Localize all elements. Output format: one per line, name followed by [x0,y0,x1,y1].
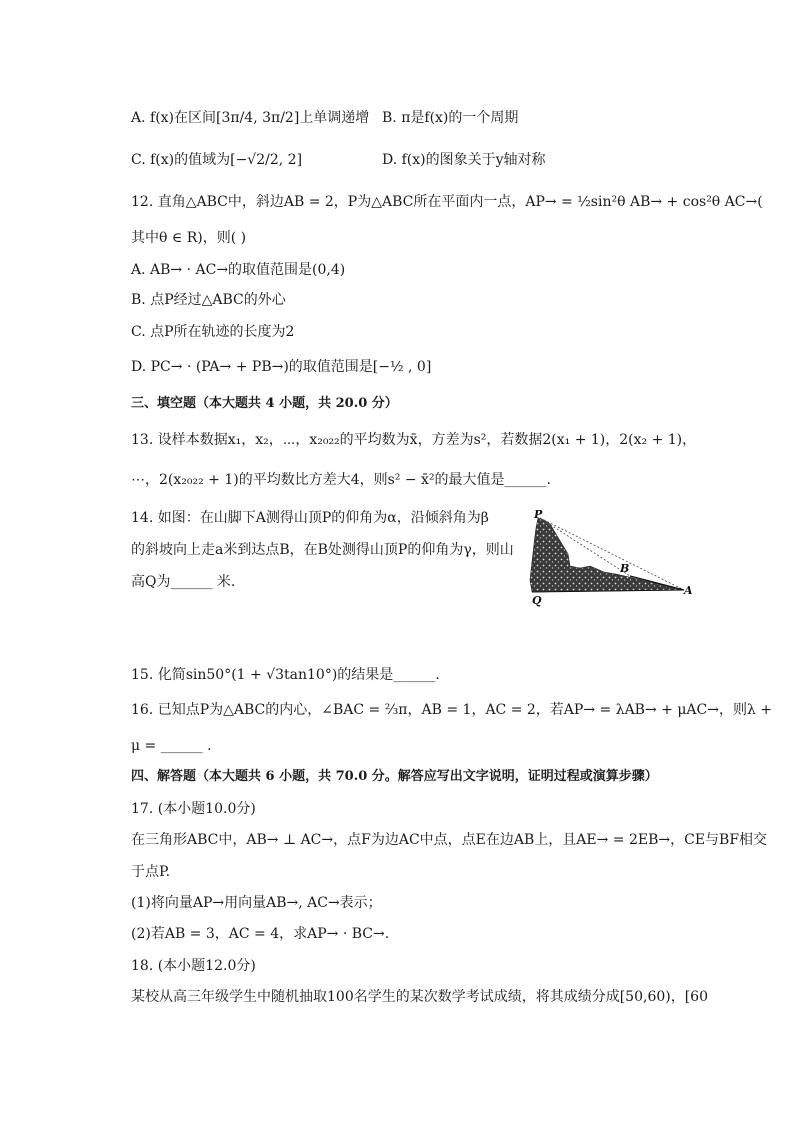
question-18-line1: 某校从高三年级学生中随机抽取100名学生的某次数学考试成绩，将其成绩分成[50,60)，[60 [131,989,708,1005]
option-12c: C. 点P所在轨迹的长度为2 [131,324,295,340]
question-17-header: 17. (本小题10.0分) [131,801,256,817]
question-16-line1: 16. 已知点P为△ABC的内心，∠BAC = ⅔π，AB = 1，AC = 2，若AP→ = λAB→ + μAC→，则λ + [131,702,773,718]
section-3-heading: 三、填空题（本大题共 4 小题，共 20.0 分） [131,396,398,411]
question-17-part2: (2)若AB = 3，AC = 4，求AP→ · BC→. [131,926,390,942]
mountain-figure [512,510,694,610]
question-17-line1: 在三角形ABC中，AB→ ⊥ AC→，点F为边AC中点，点E在边AB上，且AE→ = 2EB→，CE与BF相交 [131,832,768,848]
question-12-stem-cont: 其中θ ∈ R)，则( ) [131,230,247,246]
question-13-line2: ⋯，2(x₂₀₂₂ + 1)的平均数比方差大4，则s² − x̄²的最大值是______. [131,472,552,488]
question-14-line2: 的斜坡向上走a米到达点B，在B处测得山顶P的仰角为γ，则山 [131,542,514,558]
question-12-stem: 12. 直角△ABC中，斜边AB = 2，P为△ABC所在平面内一点，AP→ = ½sin²θ AB→ + cos²θ AC→( [131,194,763,210]
question-17-line2: 于点P. [131,864,171,880]
option-11b: B. π是f(x)的一个周期 [382,110,519,126]
option-12a: A. AB→ · AC→的取值范围是(0,4) [131,262,346,278]
question-18-header: 18. (本小题12.0分) [131,958,256,974]
section-4-heading: 四、解答题（本大题共 6 小题，共 70.0 分。解答应写出文字说明，证明过程或演算步骤） [131,769,658,784]
option-11a: A. f(x)在区间[3π/4, 3π/2]上单调递增 [131,110,370,126]
label-b: B [620,562,630,575]
question-16-line2: μ = ______ . [131,738,212,754]
option-11d: D. f(x)的图象关于y轴对称 [382,152,546,168]
label-q: Q [532,594,542,607]
question-14-line3: 高Q为______ 米. [131,574,236,590]
question-13-line1: 13. 设样本数据x₁，x₂，⋯，x₂₀₂₂的平均数为x̄，方差为s²，若数据2(x₁ + 1)，2(x₂ + 1)， [131,432,697,448]
option-12b: B. 点P经过△ABC的外心 [131,292,286,308]
label-a: A [684,584,693,597]
label-p: P [534,510,543,521]
question-15: 15. 化简sin50°(1 + √3tan10°)的结果是______. [131,667,440,683]
option-11c: C. f(x)的值域为[−√2/2, 2] [131,152,303,168]
mountain-shape [530,518,684,592]
option-12d: D. PC→ · (PA→ + PB→)的取值范围是[−½ , 0] [131,359,432,375]
question-14-line1: 14. 如图：在山脚下A测得山顶P的仰角为α，沿倾斜角为β [131,510,489,526]
question-17-part1: (1)将向量AP→用向量AB→, AC→表示； [131,895,382,911]
